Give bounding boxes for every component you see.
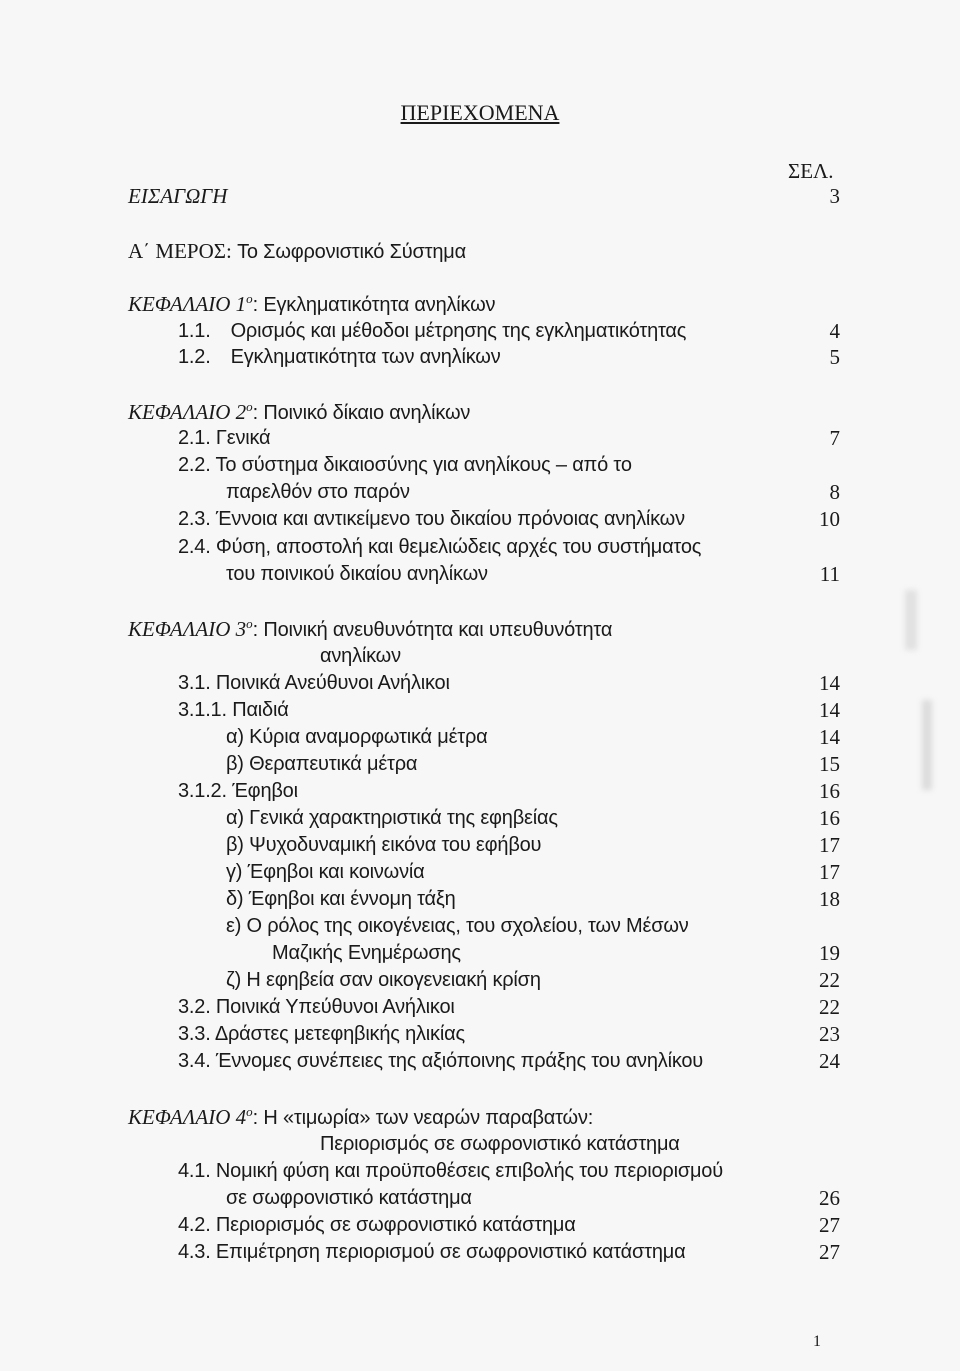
- chapter-2-heading: ΚΕΦΑΛΑΙΟ $2^o$: Ποινικό δίκαιο ανηλίκων: [128, 399, 471, 424]
- toc-subentry: ζ) Η εφηβεία σαν οικογενειακή κρίση: [226, 969, 541, 991]
- page-title: ΠΕΡΙΕΧΟΜΕΝΑ: [400, 100, 560, 125]
- page-column-label: ΣΕΛ.: [788, 159, 834, 183]
- toc-entry-page: 7: [829, 426, 840, 450]
- chapter-3-heading-continuation: ανηλίκων: [320, 645, 401, 667]
- toc-entry: 2.4. Φύση, αποστολή και θεμελιώδεις αρχές του συστήματος: [178, 536, 702, 558]
- toc-entry: 2.1. Γενικά: [178, 427, 271, 449]
- toc-entry: 3.1.1. Παιδιά: [178, 699, 289, 721]
- scan-smudge: [922, 700, 932, 790]
- toc-entry: 4.2. Περιορισμός σε σωφρονιστικό κατάστημα: [178, 1214, 576, 1236]
- toc-entry-page: 27: [819, 1213, 840, 1237]
- toc-entry-page: 8: [829, 480, 840, 504]
- toc-entry-page: 14: [819, 671, 840, 695]
- part-heading: Α΄ ΜΕΡΟΣ: Το Σωφρονιστικό Σύστημα: [128, 239, 466, 263]
- toc-entry-page: 17: [819, 860, 840, 884]
- chapter-3-heading: ΚΕΦΑΛΑΙΟ $3^o$: Ποινική ανευθυνότητα και υπευθυνότητα: [128, 616, 613, 641]
- toc-entry: 1.2. Εγκληματικότητα των ανηλίκων: [178, 346, 501, 368]
- chapter-1-heading: ΚΕΦΑΛΑΙΟ $1^o$: Εγκληματικότητα ανηλίκων: [128, 291, 496, 316]
- toc-entry-continuation: του ποινικού δικαίου ανηλίκων: [226, 563, 488, 585]
- intro-page: 3: [829, 184, 840, 208]
- toc-entry-page: 14: [819, 698, 840, 722]
- toc-entry-page: 22: [819, 968, 840, 992]
- toc-subentry: ε) Ο ρόλος της οικογένειας, του σχολείου, των Μέσων: [226, 915, 689, 937]
- toc-entry-page: 14: [819, 725, 840, 749]
- toc-entry: 3.1.2. Έφηβοι: [178, 780, 298, 802]
- toc-subentry: δ) Έφηβοι και έννομη τάξη: [226, 888, 456, 910]
- toc-entry-continuation: παρελθόν στο παρόν: [226, 481, 410, 503]
- toc-entry: 2.2. Το σύστημα δικαιοσύνης για ανηλίκους – από το: [178, 454, 632, 476]
- toc-subentry: α) Γενικά χαρακτηριστικά της εφηβείας: [226, 807, 558, 829]
- toc-entry-page: 24: [819, 1049, 840, 1073]
- toc-entry: 4.3. Επιμέτρηση περιορισμού σε σωφρονιστικό κατάστημα: [178, 1241, 686, 1263]
- toc-entry-page: 11: [819, 562, 840, 586]
- toc-entry-page: 4: [829, 319, 840, 343]
- toc-subentry: β) Ψυχοδυναμική εικόνα του εφήβου: [226, 834, 542, 856]
- intro-heading: ΕΙΣΑΓΩΓΗ: [128, 184, 228, 208]
- toc-entry: 3.2. Ποινικά Υπεύθυνοι Ανήλικοι: [178, 996, 455, 1018]
- toc-entry-page: 17: [819, 833, 840, 857]
- toc-entry: 2.3. Έννοια και αντικείμενο του δικαίου πρόνοιας ανηλίκων: [178, 508, 685, 530]
- toc-subentry-continuation: Μαζικής Ενημέρωσης: [272, 942, 461, 964]
- toc-entry-page: 15: [819, 752, 840, 776]
- toc-entry-page: 16: [819, 806, 840, 830]
- toc-subentry: γ) Έφηβοι και κοινωνία: [226, 861, 425, 883]
- toc-entry: 3.1. Ποινικά Ανεύθυνοι Ανήλικοι: [178, 672, 450, 694]
- toc-entry: 3.3. Δράστες μετεφηβικής ηλικίας: [178, 1023, 465, 1045]
- chapter-4-heading-continuation: Περιορισμός σε σωφρονιστικό κατάστημα: [320, 1133, 680, 1155]
- toc-entry: 1.1. Ορισμός και μέθοδοι μέτρησης της εγκληματικότητας: [178, 320, 687, 342]
- toc-entry: 4.1. Νομική φύση και προϋποθέσεις επιβολής του περιορισμού: [178, 1160, 723, 1182]
- toc-entry-page: 16: [819, 779, 840, 803]
- toc-entry-page: 19: [819, 941, 840, 965]
- toc-entry-page: 5: [829, 345, 840, 369]
- page-number: 1: [813, 1333, 821, 1350]
- toc-entry: 3.4. Έννομες συνέπειες της αξιόποινης πράξης του ανηλίκου: [178, 1050, 704, 1072]
- chapter-4-heading: ΚΕΦΑΛΑΙΟ $4^o$: Η «τιμωρία» των νεαρών παραβατών:: [128, 1104, 594, 1129]
- toc-entry-continuation: σε σωφρονιστικό κατάστημα: [226, 1187, 472, 1209]
- toc-entry-page: 10: [819, 507, 840, 531]
- toc-subentry: β) Θεραπευτικά μέτρα: [226, 753, 418, 775]
- toc-entry-page: 18: [819, 887, 840, 911]
- toc-subentry: α) Κύρια αναμορφωτικά μέτρα: [226, 726, 488, 748]
- scan-smudge: [905, 590, 917, 650]
- toc-entry-page: 23: [819, 1022, 840, 1046]
- toc-entry-page: 27: [819, 1240, 840, 1264]
- toc-entry-page: 26: [819, 1186, 840, 1210]
- toc-entry-page: 22: [819, 995, 840, 1019]
